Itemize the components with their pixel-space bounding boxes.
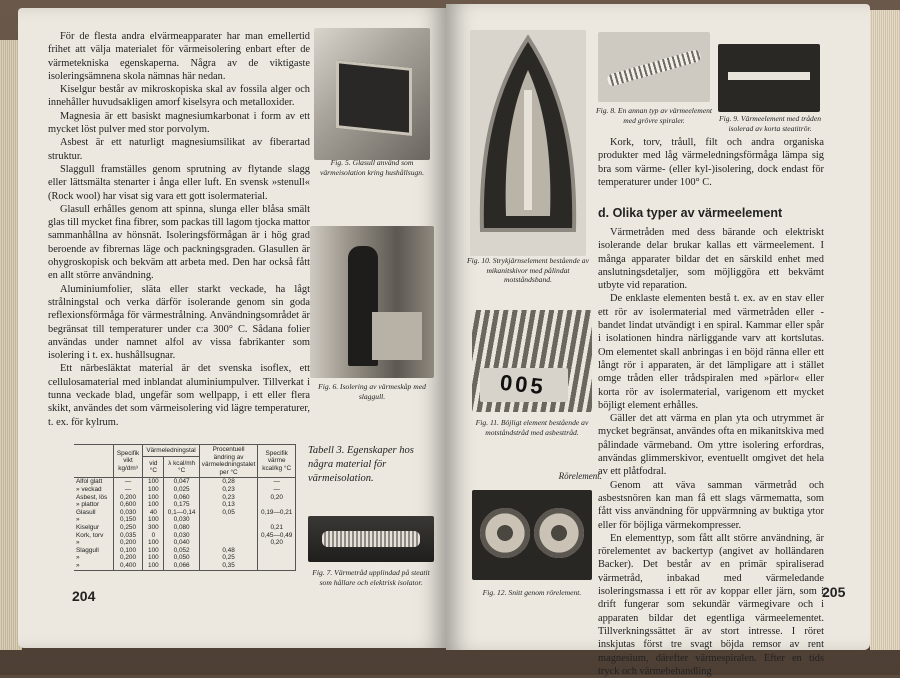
- fig8-caption: Fig. 8. En annan typ av värmeelement med grövre spiraler.: [596, 106, 712, 125]
- table-cell: 0,35: [222, 561, 235, 569]
- paragraph-aluminiumfolier: Aluminiumfolier, släta eller starkt veckade, ha lågt strålningstal och verka därför isolerande genom sin goda reflexionsförmåga för värmestrålning. Användningsområdet är begränsat till temperaturer under c:a 300° C. Sådana folier användas under namnet alfol av vissa fabrikanter som isolering i t. ex. hushållsugnar.: [48, 283, 310, 362]
- steatite-tube-element: [728, 72, 810, 80]
- table-cell: 0,175: [173, 501, 190, 509]
- fig11-number-label: 005: [498, 369, 547, 400]
- table-cell: 0,060: [173, 493, 190, 501]
- tube-section-right: [534, 508, 584, 558]
- col-specific-weight: [113, 478, 142, 570]
- table-cell: 0,400: [120, 561, 137, 569]
- coarse-spiral: [606, 49, 702, 87]
- material-properties-table: [74, 444, 296, 571]
- col-lambda: [164, 478, 199, 570]
- table-cell: Slaggull: [76, 546, 99, 554]
- paragraph-varmematta: Genom att väva samman värmetråd och asbestsnören kan man få ett slags värmematta, som fått viss användning för uppvärmning av buktiga ytor eller för böjliga värmekompresser.: [598, 479, 824, 531]
- table-cell: 100: [148, 539, 159, 547]
- header-pct-change: Procentuell ändring av värmeledningstalet per °C: [199, 445, 258, 478]
- table-cell: 0,05: [222, 508, 235, 516]
- organic-insulation-text: [598, 136, 824, 189]
- iron-element-drawing: [470, 30, 586, 256]
- table-cell: 0,48: [222, 546, 235, 554]
- fig12-photo: [472, 490, 592, 580]
- table-cell: 100: [148, 554, 159, 562]
- table-cell: Kork, torv: [76, 531, 104, 539]
- table-cell: »: [76, 539, 80, 547]
- paragraph-kork: Kork, torv, tråull, filt och andra organiska produkter med låg värmeledningsförmåga lämpa sig bra som värme- (eller kyl-)isolering, dock endast för temperaturer under 100° C.: [598, 137, 824, 188]
- paragraph-asbest: Asbest är ett naturligt magnesiumsilikat av fiberartad struktur.: [48, 137, 310, 162]
- paragraph-intro: För de flesta andra elvärmeapparater har man emellertid frihet att välja materialet för värmeisolering enbart efter de värmetekniska egenskaperna. Några av de viktigaste isoleringsämnena skola nämnas här nedan.: [48, 31, 310, 82]
- table-cell: 100: [148, 501, 159, 509]
- table-cell: 300: [148, 523, 159, 531]
- right-page-stack: [870, 10, 900, 650]
- table-cell: 0,1—0,14: [167, 508, 196, 516]
- material-header: [74, 445, 113, 478]
- steatite-coil: [322, 531, 420, 547]
- paragraph-varmeelement: Värmetråden med dess bärande och elektriskt isolerande delar brukar kallas ett värmeelement. I många apparater bildar det en särskild enhet med anslutningsdetaljer, som möjliggöra ett bekvämt utbyte vid reparation.: [598, 227, 824, 292]
- fig11-caption: Fig. 11. Böjligt element bestående av motståndstråd med asbesttråd.: [475, 418, 589, 437]
- table-cell: 0,23: [222, 493, 235, 501]
- table-cell: »: [76, 554, 80, 562]
- header-specific-weight: Specifik vikt kg/dm³: [113, 445, 142, 478]
- fig10-caption: Fig. 10. Strykjärnselement bestående av mikanitskivor med pålindat motståndsband.: [467, 256, 589, 285]
- table-cell: 0,250: [120, 523, 137, 531]
- table-cell: »: [76, 561, 80, 569]
- fig11-photo: [472, 310, 592, 412]
- table-cell: [202, 532, 256, 540]
- paragraph-isoflex: Ett närbesläktat material är det svenska isoflex, ett cellulosamaterial med inblandat aluminiumpulver. Tillverkat i tunna veckade blad, ungefär som wellpapp, i ett eller flera skikt, användes det som värmeisolering vid lägre temperaturer, t. ex. för kylrum.: [48, 363, 310, 428]
- col-materials: [74, 478, 113, 570]
- table-cell: » veckad: [76, 485, 102, 493]
- table-cell: 0,20: [270, 493, 283, 501]
- table-cell: 0,200: [120, 554, 137, 562]
- subheader-temp: vid °C: [143, 457, 164, 478]
- fig10-photo: [470, 30, 586, 256]
- table-cell: 100: [148, 516, 159, 524]
- table-cell: »: [76, 516, 80, 524]
- table-cell: 0,040: [173, 539, 190, 547]
- left-page-number: 204: [72, 588, 96, 604]
- table-cell: 100: [148, 561, 159, 569]
- table-cell: 0,035: [120, 531, 137, 539]
- fig12-label: Rörelement.: [558, 471, 602, 481]
- table-cell: —: [124, 478, 132, 486]
- table-cell: 100: [148, 478, 159, 486]
- fig6-photo: [310, 226, 434, 378]
- table-cell: 0,150: [120, 516, 137, 524]
- table-cell: 0,030: [173, 531, 190, 539]
- paragraph-glasull: Glasull erhålles genom att spinna, slunga eller blåsa smält glas till mycket fina fibrer, som packas till lagom tjocka mattor sammanhållna av hönsnät. Isoleringsförmågan är i hög grad beroende av fibrernas läge och packningsgraden. Glasullen är ohygroskopisk och bekväm att arbeta med. Den har också fått en allt större användning.: [48, 203, 310, 282]
- table-cell: 40: [149, 508, 157, 516]
- fig9-photo: [718, 44, 820, 112]
- table-cell: 100: [148, 493, 159, 501]
- section-heading: d. Olika typer av värmeelement: [598, 206, 783, 220]
- paragraph-kiselgur: Kiselgur består av mikroskopiska skal av fossila alger och innehåller huvudsakligen amorf kiselsyra och metalloxider.: [48, 84, 310, 109]
- cabinet-box: [372, 312, 422, 360]
- table-cell: Alfol glatt: [76, 478, 103, 486]
- header-thermal-conductivity: Värmeledningstal: [143, 445, 199, 457]
- fig12-caption: Fig. 12. Snitt genom rörelement.: [482, 588, 582, 597]
- table-cell: [260, 516, 293, 524]
- table-cell: 0,050: [173, 554, 190, 562]
- fig8-photo: [598, 32, 710, 102]
- table-cell: [260, 562, 293, 570]
- fig7-photo: [308, 516, 434, 562]
- table-cell: 100: [148, 485, 159, 493]
- col-specific-heat: [258, 478, 296, 570]
- table-cell: » plattor: [76, 501, 100, 509]
- table-cell: [260, 501, 293, 509]
- table-title: Tabell 3. Egenskaper hos några material för värmeisolation.: [308, 445, 414, 484]
- table-cell: Glasull: [76, 508, 96, 516]
- table-cell: 0,23: [222, 485, 235, 493]
- left-text-column: [48, 30, 310, 429]
- table-cell: Asbest, lös: [76, 493, 108, 501]
- table-cell: 0,100: [120, 546, 137, 554]
- table-cell: —: [273, 485, 280, 493]
- header-specific-heat: Specifik värme kcal/kg °C: [258, 445, 296, 478]
- fig5-photo: [314, 28, 430, 160]
- col-pct-change: [199, 478, 258, 570]
- table-cell: —: [273, 478, 280, 486]
- table-cell: 100: [148, 546, 159, 554]
- left-page: [18, 8, 446, 648]
- table-cell: 0,20: [270, 539, 283, 547]
- paragraph-enklaste: De enklaste elementen bestå t. ex. av en stav eller ett rör av isolermaterial med värmetråden eller -bandet lindat utvändigt i en spiral. Kammar eller spår i isolationen hindra närliggande varv att kortslutas. Om elementet skall anbringas i en böjd ränna eller ett långt rör i apparaten, är det lämpligare att i stället omge tråden eller trådspiralen med »pärlor« eller korta rör av isolermaterial, varigenom ett mycket böjligt element erhålles.: [598, 293, 824, 411]
- fig5-caption: Fig. 5. Glasull använd som värmeisolation kring hushållsugn.: [320, 158, 424, 177]
- table-cell: [202, 539, 256, 547]
- table-cell: —: [124, 485, 132, 493]
- table-cell: 0,047: [173, 478, 190, 486]
- table-cell: Kiselgur: [76, 523, 100, 531]
- paragraph-slaggull: Slaggull framställes genom sprutning av flytande slagg eller lättsmälta stenarter i ånga eller luft. En svensk »stenull« (Rock wool) har visat sig vara ett gott isolermaterial.: [48, 163, 310, 202]
- paragraph-plan-yta: Gäller det att värma en plan yta och utrymmet är mycket begränsat, användes ofta en mikanitskiva med pålindade värmeband. Om yttre isolering erfordras, användas glimmerskivor, eventuellt omgivet det hela av ett plåtfodral.: [598, 413, 824, 478]
- right-page-number: 205: [822, 584, 846, 600]
- fig7-caption: Fig. 7. Värmetråd upplindad på steatit som hållare och elektrisk isolator.: [312, 568, 430, 587]
- table-cell: 0,13: [222, 501, 235, 509]
- table-cell: 0,030: [120, 508, 137, 516]
- table-cell: [202, 524, 256, 532]
- col-temp: [143, 478, 164, 570]
- table-cell: 0,25: [222, 554, 235, 562]
- table-cell: 0,45—0,49: [261, 531, 293, 539]
- table-cell: 0,600: [120, 501, 137, 509]
- table-cell: 0,200: [120, 493, 137, 501]
- table-cell: 0,030: [173, 516, 190, 524]
- table-cell: 0,28: [222, 478, 235, 486]
- tube-section-left: [480, 508, 530, 558]
- table-cell: 0,066: [173, 561, 190, 569]
- paragraph-rorelement: En elementtyp, som fått allt större användning, är rörelementet av backertyp (angivet av holländaren Backer). Det består av en primär spiraliserad värmetråd, inbakad med värmeledande isoleringsmassa i ett rör av koppar eller järn, som i drift fungerar som sekundär värmegivare och i apparaten bildar det egentliga värmeelementet. Tillverkningssättet är av stort intresse. I röret inskjutas först tre svagt böjda remsor av rent magnesium, därefter värmespiralen. Efter en tids tryck och värmebehandling: [598, 532, 824, 677]
- table-cell: [260, 547, 293, 555]
- fig9-caption: Fig. 9. Värmeelement med tråden isolerad av korta steatitrör.: [718, 114, 822, 133]
- right-text-column: [598, 226, 824, 678]
- table-cell: 0,080: [173, 523, 190, 531]
- table-cell: 0,21: [270, 523, 283, 531]
- table-cell: 0,052: [173, 546, 190, 554]
- oven-opening: [336, 60, 412, 136]
- table-cell: [202, 516, 256, 524]
- right-page: [446, 4, 870, 677]
- subheader-lambda: λ kcal/mh °C: [164, 457, 199, 478]
- table-cell: 0,025: [173, 485, 190, 493]
- paragraph-magnesia: Magnesia är ett basiskt magnesiumkarbonat i form av ett mycket löst pulver med stor porvolym.: [48, 110, 310, 136]
- table-cell: 0,19—0,21: [261, 508, 293, 516]
- table-cell: [260, 554, 293, 562]
- table-cell: 0: [151, 531, 156, 539]
- table-cell: 0,200: [120, 539, 137, 547]
- fig6-caption: Fig. 6. Isolering av värmeskåp med slaggull.: [318, 382, 426, 401]
